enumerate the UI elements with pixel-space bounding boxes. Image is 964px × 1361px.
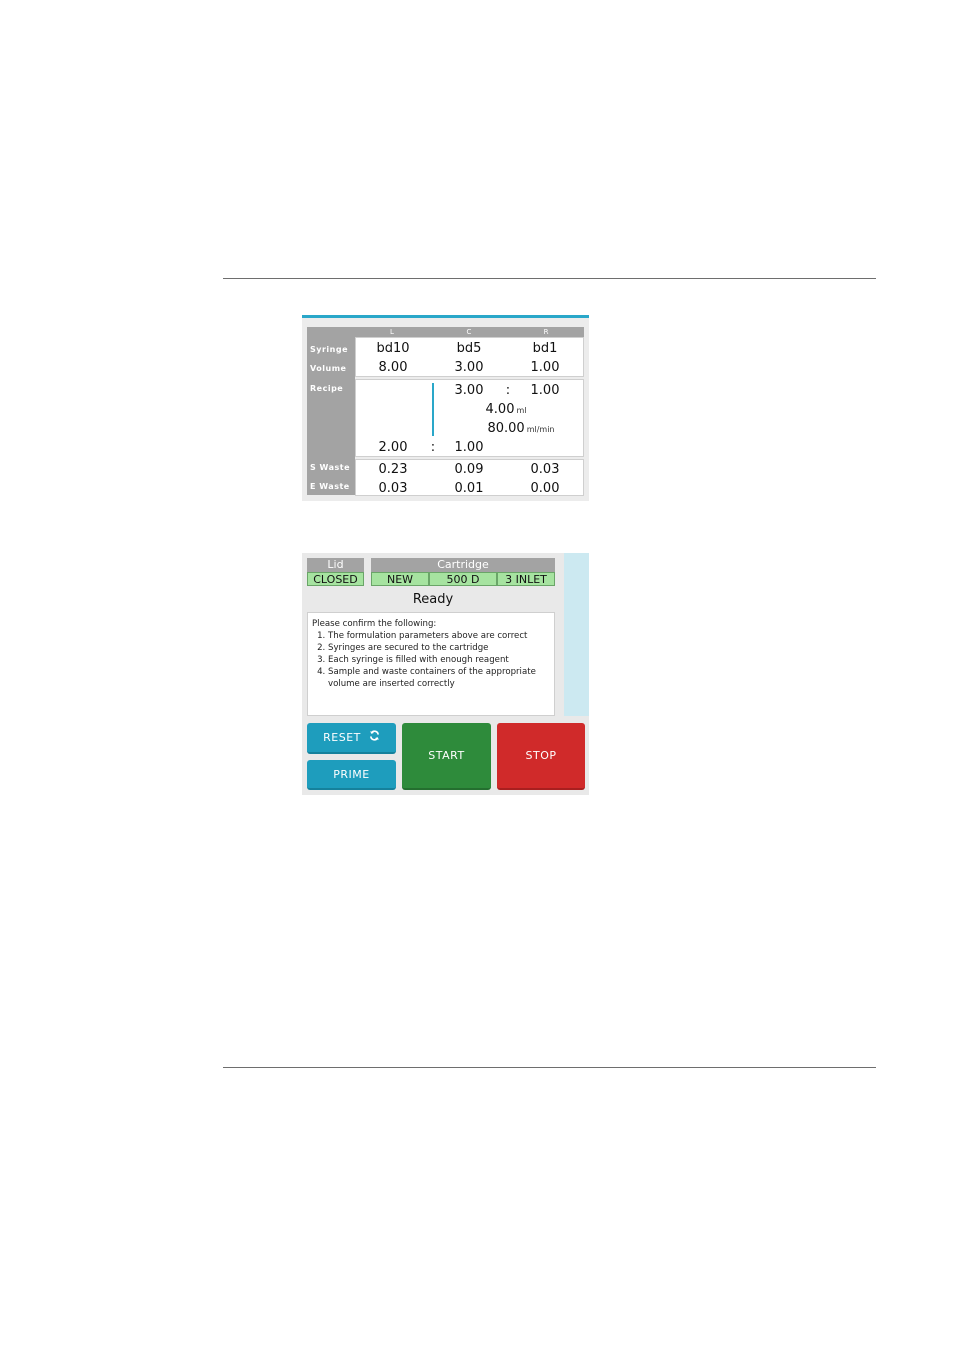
list-item: 3. Each syringe is filled with enough reagent: [328, 654, 550, 666]
s-waste-l: 0.23: [378, 462, 408, 477]
recipe-flow-rate[interactable]: [466, 421, 576, 436]
recipe-total-volume[interactable]: [456, 402, 556, 417]
syringe-r[interactable]: bd1: [532, 341, 558, 356]
e-waste-c: 0.01: [454, 481, 484, 496]
cartridge-inlet-badge: 3 INLET: [497, 572, 555, 586]
cartridge-size-badge: 500 D: [429, 572, 497, 586]
syringe-c[interactable]: bd5: [456, 341, 482, 356]
row-label-volume: Volume: [310, 364, 347, 373]
recipe-bottom-colon: :: [430, 440, 436, 455]
flow-rate-unit: ml/min: [526, 425, 555, 434]
confirmation-list: [312, 630, 550, 690]
recipe-bottom-left[interactable]: 2.00: [378, 440, 408, 455]
refresh-icon: [369, 723, 380, 753]
list-item: 2. Syringes are secured to the cartridge: [328, 642, 550, 654]
recipe-top-left[interactable]: 3.00: [454, 383, 484, 398]
row-label-s-waste: S Waste: [310, 463, 350, 472]
volume-r[interactable]: 1.00: [530, 360, 560, 375]
stop-button[interactable]: STOP: [497, 723, 585, 790]
row-label-syringe: Syringe: [310, 345, 349, 354]
cartridge-status-badge: NEW: [371, 572, 429, 586]
volume-c[interactable]: 3.00: [454, 360, 484, 375]
confirmation-message: [307, 612, 555, 716]
total-volume-unit: ml: [516, 406, 527, 415]
s-waste-c: 0.09: [454, 462, 484, 477]
volume-l[interactable]: 8.00: [378, 360, 408, 375]
message-intro: Please confirm the following:: [312, 619, 437, 629]
lid-status-badge: CLOSED: [307, 572, 364, 586]
column-header-l: L: [390, 328, 394, 336]
bottom-divider: [223, 1067, 876, 1068]
total-volume-value: 4.00: [485, 402, 515, 417]
run-control-panel: [302, 553, 589, 795]
syringe-l[interactable]: bd10: [376, 341, 410, 356]
recipe-bottom-right[interactable]: 1.00: [454, 440, 484, 455]
start-button[interactable]: START: [402, 723, 491, 790]
s-waste-r: 0.03: [530, 462, 560, 477]
waste-block: [355, 459, 584, 496]
recipe-block: [355, 379, 584, 457]
top-divider: [223, 278, 876, 279]
cartridge-label: Cartridge: [371, 558, 555, 572]
list-item: 4. Sample and waste containers of the appropriate volume are inserted correctly: [328, 666, 550, 690]
lid-label: Lid: [307, 558, 364, 572]
list-item: 1. The formulation parameters above are correct: [328, 630, 550, 642]
recipe-top-right[interactable]: 1.00: [530, 383, 560, 398]
prime-button[interactable]: PRIME: [307, 760, 396, 790]
row-label-recipe: Recipe: [310, 384, 344, 393]
column-header-r: R: [543, 328, 549, 336]
column-header-c: C: [466, 328, 472, 336]
row-label-e-waste: E Waste: [310, 482, 350, 491]
flow-rate-value: 80.00: [487, 421, 525, 436]
message-scrollbar[interactable]: [564, 553, 589, 716]
syringe-volume-block: [355, 337, 584, 377]
reset-button[interactable]: [307, 723, 396, 754]
e-waste-l: 0.03: [378, 481, 408, 496]
device-state: Ready: [412, 592, 454, 607]
reset-button-label: RESET: [323, 731, 361, 744]
parameters-panel: [302, 315, 589, 501]
recipe-top-colon: :: [505, 383, 511, 398]
e-waste-r: 0.00: [530, 481, 560, 496]
